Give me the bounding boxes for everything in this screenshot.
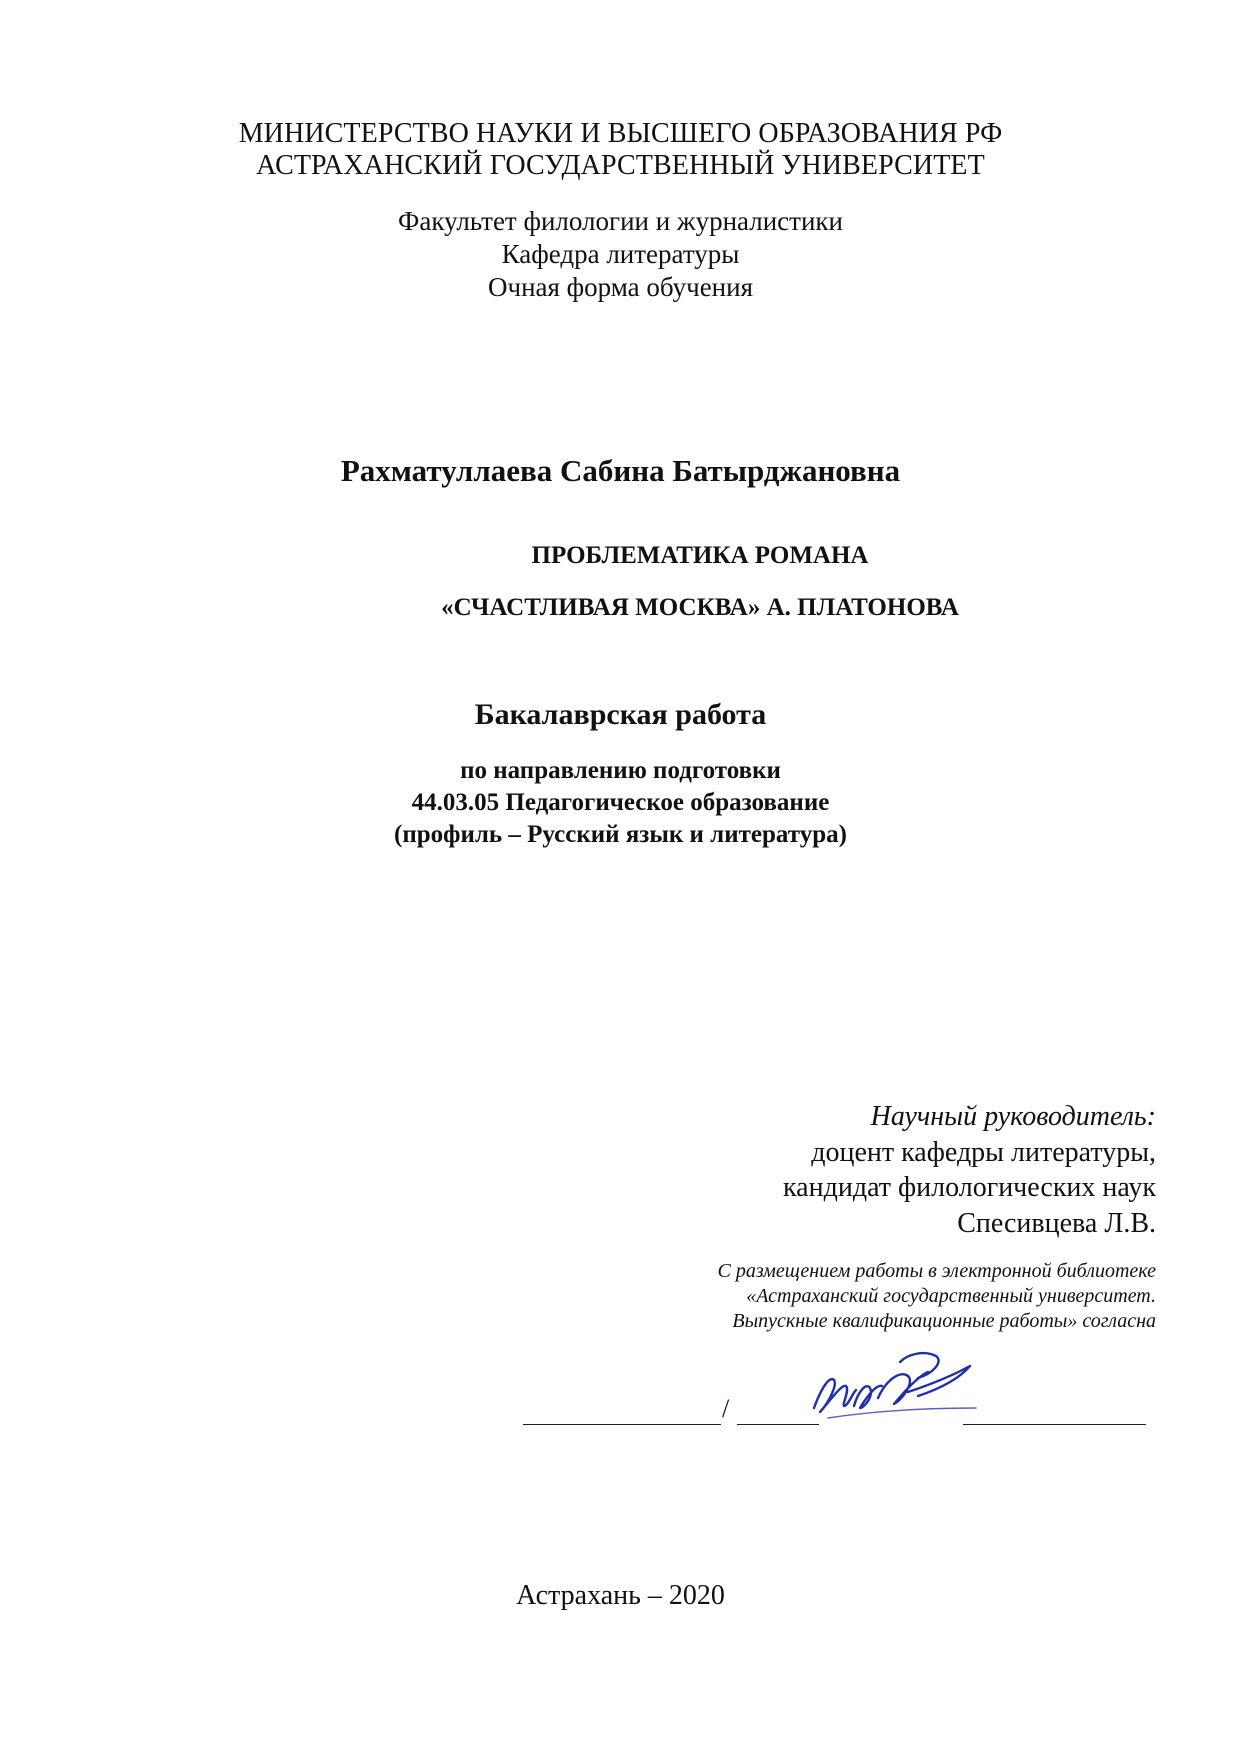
department-name: Кафедра литературы bbox=[501, 239, 740, 269]
signature-blank-name bbox=[963, 1424, 1146, 1425]
thesis-title-line1: ПРОБЛЕМАТИКА РОМАНА bbox=[531, 542, 869, 569]
ministry-name: МИНИСТЕРСТВО НАУКИ И ВЫСШЕГО ОБРАЗОВАНИЯ РФ bbox=[238, 118, 1003, 149]
work-type: Бакалаврская работа bbox=[474, 698, 767, 731]
faculty-name: Факультет филологии и журналистики bbox=[398, 206, 843, 236]
direction-line1: по направлению подготовки bbox=[460, 757, 781, 784]
direction-code: 44.03.05 Педагогическое образование bbox=[411, 789, 830, 816]
study-form: Очная форма обучения bbox=[488, 272, 753, 302]
signature-icon bbox=[808, 1346, 978, 1426]
direction-profile: (профиль – Русский язык и литература) bbox=[394, 821, 847, 848]
university-name: АСТРАХАНСКИЙ ГОСУДАРСТВЕННЫЙ УНИВЕРСИТЕТ bbox=[256, 150, 985, 181]
signature-blank-date bbox=[523, 1424, 721, 1425]
signature-separator: / bbox=[722, 1394, 730, 1423]
consent-line2: «Астраханский государственный университет. bbox=[746, 1285, 1156, 1307]
consent-line3: Выпускные квалификационные работы» согласна bbox=[732, 1310, 1156, 1332]
signature-blank-short bbox=[737, 1424, 819, 1425]
city-year: Астрахань – 2020 bbox=[516, 1580, 725, 1611]
supervisor-label: Научный руководитель: bbox=[870, 1101, 1156, 1132]
consent-line1: С размещением работы в электронной библиотеке bbox=[717, 1260, 1156, 1282]
supervisor-position: доцент кафедры литературы, bbox=[811, 1137, 1156, 1168]
thesis-title-line2: «СЧАСТЛИВАЯ МОСКВА» А. ПЛАТОНОВА bbox=[441, 594, 959, 621]
author-name: Рахматуллаева Сабина Батырджановна bbox=[340, 453, 901, 488]
supervisor-name: Спесивцева Л.В. bbox=[957, 1208, 1156, 1239]
supervisor-degree: кандидат филологических наук bbox=[783, 1172, 1156, 1203]
